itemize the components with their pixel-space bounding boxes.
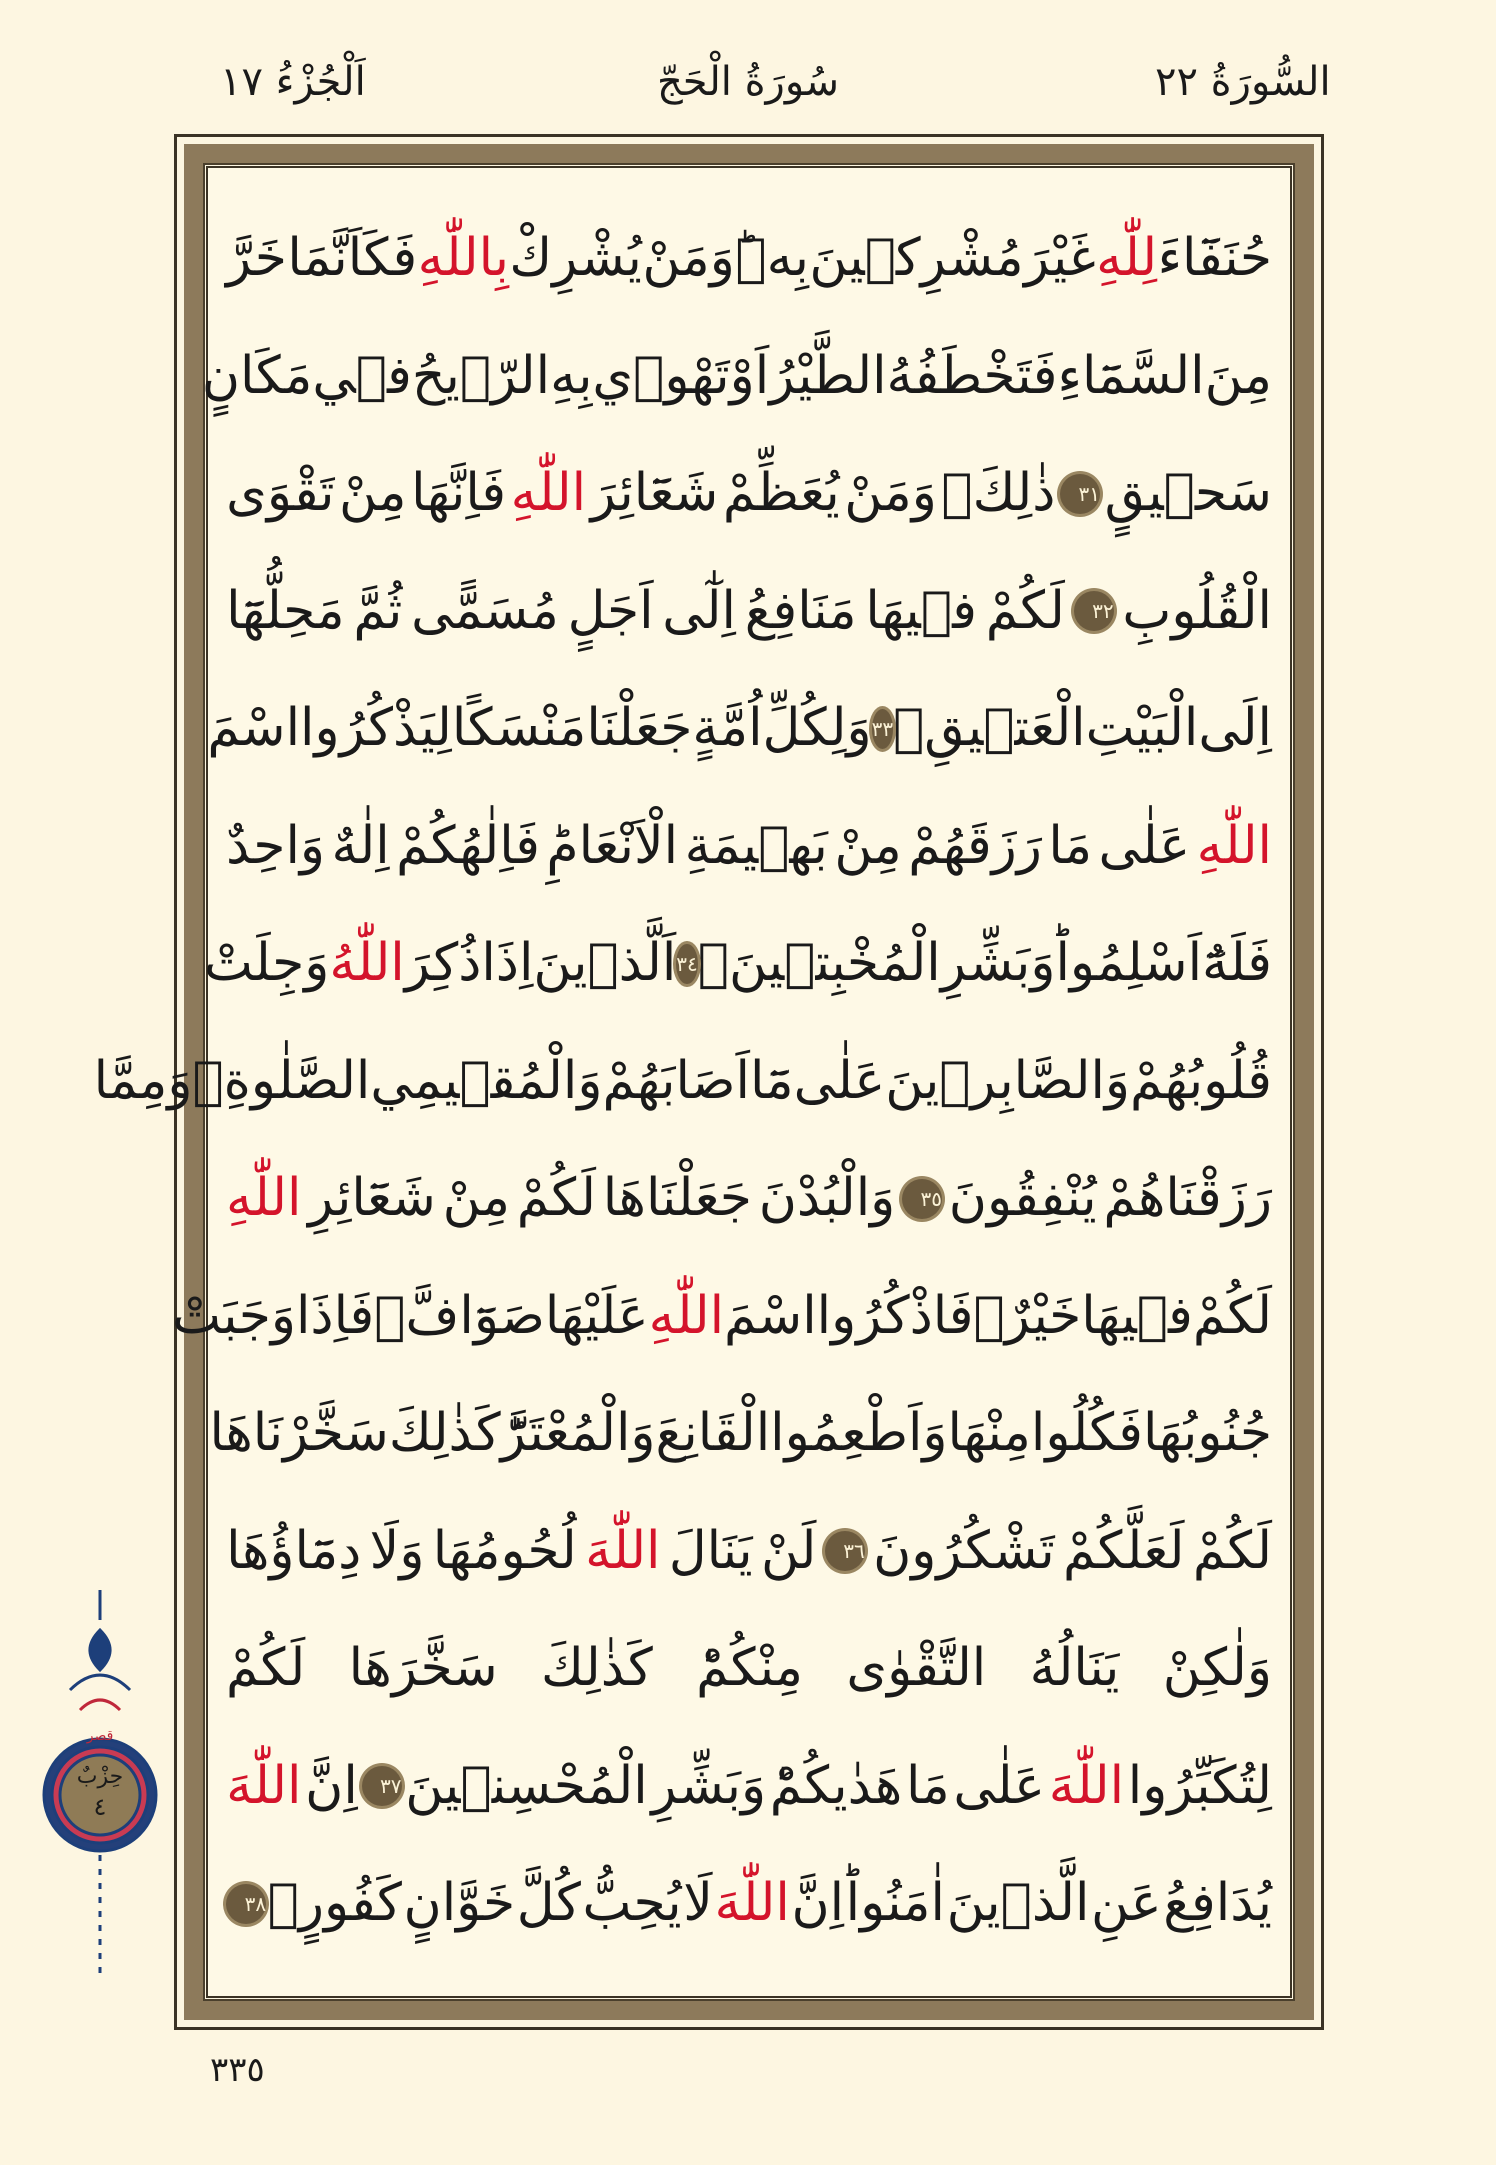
word: السَّمَٓاءِ bbox=[1057, 345, 1205, 406]
word: تَقْوَى bbox=[226, 463, 335, 523]
word: مِنَ bbox=[1204, 345, 1272, 406]
word: مَٓا bbox=[749, 1050, 794, 1111]
word: لَكُمْ bbox=[985, 580, 1065, 641]
word: يُنْفِقُونَ bbox=[948, 1168, 1097, 1228]
word: وَلٰكِنْ bbox=[1162, 1638, 1272, 1698]
word: ثُمَّ bbox=[353, 580, 403, 641]
text-line bbox=[207, 670, 1272, 788]
word: فَاِنَّهَا bbox=[411, 463, 507, 523]
text-line bbox=[226, 435, 1272, 553]
word: قُلُوبُهُمْ bbox=[1130, 1050, 1272, 1111]
word: التَّقْوٰى bbox=[846, 1638, 987, 1698]
word: لِيَذْكُرُوا bbox=[300, 698, 452, 758]
word: تَهْو۪ي bbox=[592, 345, 730, 406]
word: مَا bbox=[1048, 815, 1093, 876]
divine-name-word: اللّٰهُ bbox=[329, 933, 405, 993]
word: اَصَابَهُمْ bbox=[602, 1050, 750, 1111]
word: اِلٰهٌ bbox=[331, 815, 390, 876]
text-line bbox=[201, 318, 1272, 436]
word: كَذٰلِكَ bbox=[388, 1403, 501, 1463]
word: الْعَت۪يقِ۟ bbox=[893, 698, 1086, 758]
word: مِنْ bbox=[339, 463, 407, 523]
word: اَسْلِمُواؕ bbox=[1055, 933, 1203, 993]
divine-name-word: لِلّٰهِ bbox=[1096, 228, 1158, 288]
word: عَلٰى bbox=[1098, 815, 1191, 876]
divine-name-word: اللّٰهَ bbox=[585, 1520, 661, 1581]
word: لَنْ bbox=[760, 1520, 817, 1581]
word: شَعَٓائِرِ bbox=[308, 1168, 436, 1228]
word: وَالْمُق۪يمِي bbox=[370, 1050, 603, 1111]
ayah-number-marker: ٣٢ bbox=[1074, 591, 1114, 631]
word: الَّذ۪ينَ bbox=[946, 1873, 1090, 1933]
text-line bbox=[209, 1375, 1272, 1493]
word: الْاَنْعَامِؕ bbox=[546, 815, 679, 876]
word: فَتَخْطَفُهُ bbox=[886, 345, 1058, 406]
text-line bbox=[226, 1610, 1272, 1728]
word: فَاِلٰهُكُمْ bbox=[396, 815, 540, 876]
word: عَلٰى bbox=[953, 1755, 1045, 1816]
word: مِنْكُمْؕ bbox=[696, 1638, 804, 1698]
word: مَنَافِعُ bbox=[744, 580, 857, 641]
word: فَاِذَا bbox=[295, 1285, 375, 1346]
divine-name-word: بِاللّٰهِ bbox=[417, 228, 509, 288]
word: وَلِكُلِّ bbox=[762, 698, 872, 758]
text-line bbox=[93, 1023, 1272, 1141]
word: جَعَلْنَا bbox=[586, 698, 693, 758]
word: سَخَّرَهَا bbox=[348, 1638, 498, 1698]
word: يَنَالُهُ bbox=[1029, 1638, 1120, 1698]
word: خَوَّانٍ bbox=[403, 1873, 516, 1933]
word: فَلَهُٓ bbox=[1202, 933, 1272, 993]
word: وَمَنْ bbox=[844, 463, 937, 523]
hizb-marker bbox=[40, 1590, 160, 1980]
text-line bbox=[171, 1258, 1272, 1376]
word: رَزَقْنَاهُمْ bbox=[1103, 1168, 1272, 1228]
word: اسْمَ bbox=[207, 698, 301, 758]
word: رَزَقَهُمْ bbox=[908, 815, 1042, 876]
word: اسْمَ bbox=[724, 1285, 817, 1346]
ayah-number-marker: ٣٥ bbox=[902, 1179, 942, 1219]
word: جُنُوبُهَا bbox=[1143, 1403, 1272, 1463]
word: ف۪ي bbox=[312, 345, 412, 406]
divine-name-word: اللّٰهِ bbox=[226, 1168, 302, 1228]
word: الطَّيْرُ bbox=[769, 345, 887, 406]
word: هَدٰيكُمْؕ bbox=[769, 1755, 903, 1816]
word: وَالصَّابِر۪ينَ bbox=[885, 1050, 1131, 1111]
word: لُحُومُهَا bbox=[432, 1520, 577, 1581]
header-surah-name: سُورَةُ الْحَجّ bbox=[656, 59, 840, 105]
divine-name-word: اللّٰهَ bbox=[714, 1873, 790, 1933]
hizb-note: قصر bbox=[86, 1728, 114, 1744]
word: اِذَا bbox=[481, 933, 534, 993]
word: سَخَّرْنَاهَا bbox=[209, 1403, 389, 1463]
text-line bbox=[226, 788, 1272, 906]
ayah-number-marker: ٣٣ bbox=[872, 709, 893, 749]
word: اُمَّةٍ bbox=[692, 698, 763, 758]
word: الْقَانِعَ bbox=[655, 1403, 771, 1463]
divine-name-word: اللّٰهَ bbox=[1048, 1755, 1125, 1816]
word: فَكُلُوا bbox=[1030, 1403, 1144, 1463]
word: مِنْ bbox=[442, 1168, 511, 1228]
word: وَلَا bbox=[369, 1520, 425, 1581]
word: مُسَمًّى bbox=[411, 580, 559, 641]
header-surah-number: السُّورَةُ ٢٢ bbox=[1155, 59, 1331, 105]
word: دِمَٓاؤُهَا bbox=[226, 1520, 362, 1581]
word: وَجِلَتْ bbox=[203, 933, 330, 993]
word: الْمُحْسِن۪ينَ bbox=[405, 1755, 648, 1816]
word: وَالْبُدْنَ bbox=[758, 1168, 896, 1228]
word: يُعَظِّمْ bbox=[722, 463, 840, 523]
word: لَعَلَّكُمْ bbox=[1063, 1520, 1185, 1581]
word: اِلٰٓى bbox=[662, 580, 736, 641]
word: يُشْرِكْ bbox=[509, 228, 642, 288]
text-line bbox=[226, 200, 1272, 318]
word: كَفُورٍ۟ bbox=[267, 1873, 402, 1933]
word: لَكُمْ bbox=[226, 1638, 306, 1698]
word: بِه۪ؕ bbox=[735, 228, 809, 288]
word: وَمِمَّا bbox=[93, 1050, 193, 1111]
word: وَمَنْ bbox=[642, 228, 735, 288]
word: مَا bbox=[906, 1755, 950, 1816]
word: وَجَبَتْ bbox=[171, 1285, 296, 1346]
ayah-number-marker: ٣١ bbox=[1060, 474, 1100, 514]
word: الْبَيْتِ bbox=[1085, 698, 1199, 758]
word: اِلَى bbox=[1198, 698, 1272, 758]
divine-name-word: اللّٰهِ bbox=[648, 1285, 725, 1346]
word: فَاذْكُرُوا bbox=[816, 1285, 974, 1346]
word: مِنْ bbox=[834, 815, 902, 876]
ayah-number-marker: ٣٧ bbox=[362, 1766, 402, 1806]
word: وَبَشِّرِ bbox=[940, 933, 1056, 993]
word: اِنَّ bbox=[305, 1755, 358, 1816]
word: وَالْمُعْتَرَّؕ bbox=[500, 1403, 656, 1463]
word: يُدَافِعُ bbox=[1163, 1873, 1272, 1933]
word: الرّ۪يحُ bbox=[411, 345, 551, 406]
ayah-number-marker: ٣٦ bbox=[825, 1531, 865, 1571]
header-juz: اَلْجُزْءُ ١٧ bbox=[220, 59, 366, 105]
word: اِنَّ bbox=[791, 1873, 845, 1933]
word: بِهِ bbox=[550, 345, 593, 406]
word: مُشْرِك۪ينَ bbox=[809, 228, 1024, 288]
word: اَلَّذ۪ينَ bbox=[533, 933, 677, 993]
text-line bbox=[226, 1493, 1272, 1611]
hizb-number: ٤ bbox=[93, 1793, 107, 1821]
word: لَكُمْ bbox=[1192, 1520, 1272, 1581]
word: عَنِ bbox=[1091, 1873, 1162, 1933]
word: صَوَٓافَّۚ bbox=[374, 1285, 545, 1346]
word: لَا bbox=[683, 1873, 713, 1933]
text-line bbox=[203, 905, 1272, 1023]
word: جَعَلْنَاهَا bbox=[602, 1168, 752, 1228]
word: حُنَفَٓاءَ bbox=[1157, 228, 1272, 288]
word: سَح۪يقٍ bbox=[1104, 463, 1272, 523]
hizb-label: حِزْبٌ bbox=[76, 1764, 124, 1789]
text-line bbox=[226, 1140, 1272, 1258]
word: مِنْهَا bbox=[947, 1403, 1031, 1463]
divine-name-word: اللّٰهَ bbox=[226, 1755, 302, 1816]
word: ف۪يهَا bbox=[865, 580, 977, 641]
divine-name-word: اللّٰهِ bbox=[510, 463, 587, 523]
word: مَنْسَكًا bbox=[451, 698, 587, 758]
word: وَاحِدٌ bbox=[226, 815, 325, 876]
word: لِتُكَبِّرُوا bbox=[1127, 1755, 1272, 1816]
word: اَجَلٍ bbox=[567, 580, 654, 641]
word: بَه۪يمَةِ bbox=[684, 815, 828, 876]
text-line bbox=[226, 1845, 1272, 1963]
word: خَيْرٌۗ bbox=[973, 1285, 1082, 1346]
word: فَكَاَنَّمَا bbox=[287, 228, 418, 288]
word: اَوْ bbox=[729, 345, 770, 406]
ayah-number-marker: ٣٨ bbox=[226, 1884, 266, 1924]
word: ذُكِرَ bbox=[404, 933, 482, 993]
word: ذٰلِكَۗ bbox=[941, 463, 1056, 523]
word: كَذٰلِكَ bbox=[541, 1638, 653, 1698]
word: عَلٰى bbox=[793, 1050, 886, 1111]
word: كُلَّ bbox=[516, 1873, 581, 1933]
ayah-number-marker: ٣٤ bbox=[676, 944, 697, 984]
word: الْقُلُوبِ bbox=[1122, 580, 1272, 641]
text-line bbox=[226, 553, 1272, 671]
word: مَكَانٍ bbox=[201, 345, 313, 406]
word: عَلَيْهَا bbox=[544, 1285, 649, 1346]
word: لَكُمْ bbox=[516, 1168, 596, 1228]
word: شَعَٓائِرَ bbox=[590, 463, 719, 523]
word: وَاَطْعِمُوا bbox=[770, 1403, 948, 1463]
word: مَحِلُّهَٓا bbox=[226, 580, 345, 641]
word: خَرَّ bbox=[226, 228, 287, 288]
word: الْمُخْبِت۪ينَۙ bbox=[697, 933, 941, 993]
word: لَكُمْ bbox=[1192, 1285, 1272, 1346]
text-line bbox=[226, 1728, 1272, 1846]
word: تَشْكُرُونَ bbox=[873, 1520, 1055, 1581]
word: وَبَشِّرِ bbox=[651, 1755, 767, 1816]
word: غَيْرَ bbox=[1024, 228, 1096, 288]
word: اٰمَنُواؕ bbox=[845, 1873, 945, 1933]
word: ف۪يهَا bbox=[1081, 1285, 1193, 1346]
word: يَنَالَ bbox=[668, 1520, 753, 1581]
divine-name-word: اللّٰهِ bbox=[1196, 815, 1272, 876]
page-number: ٣٣٥ bbox=[210, 2050, 265, 2090]
word: يُحِبُّ bbox=[582, 1873, 682, 1933]
word: الصَّلٰوةِۙ bbox=[192, 1050, 371, 1111]
